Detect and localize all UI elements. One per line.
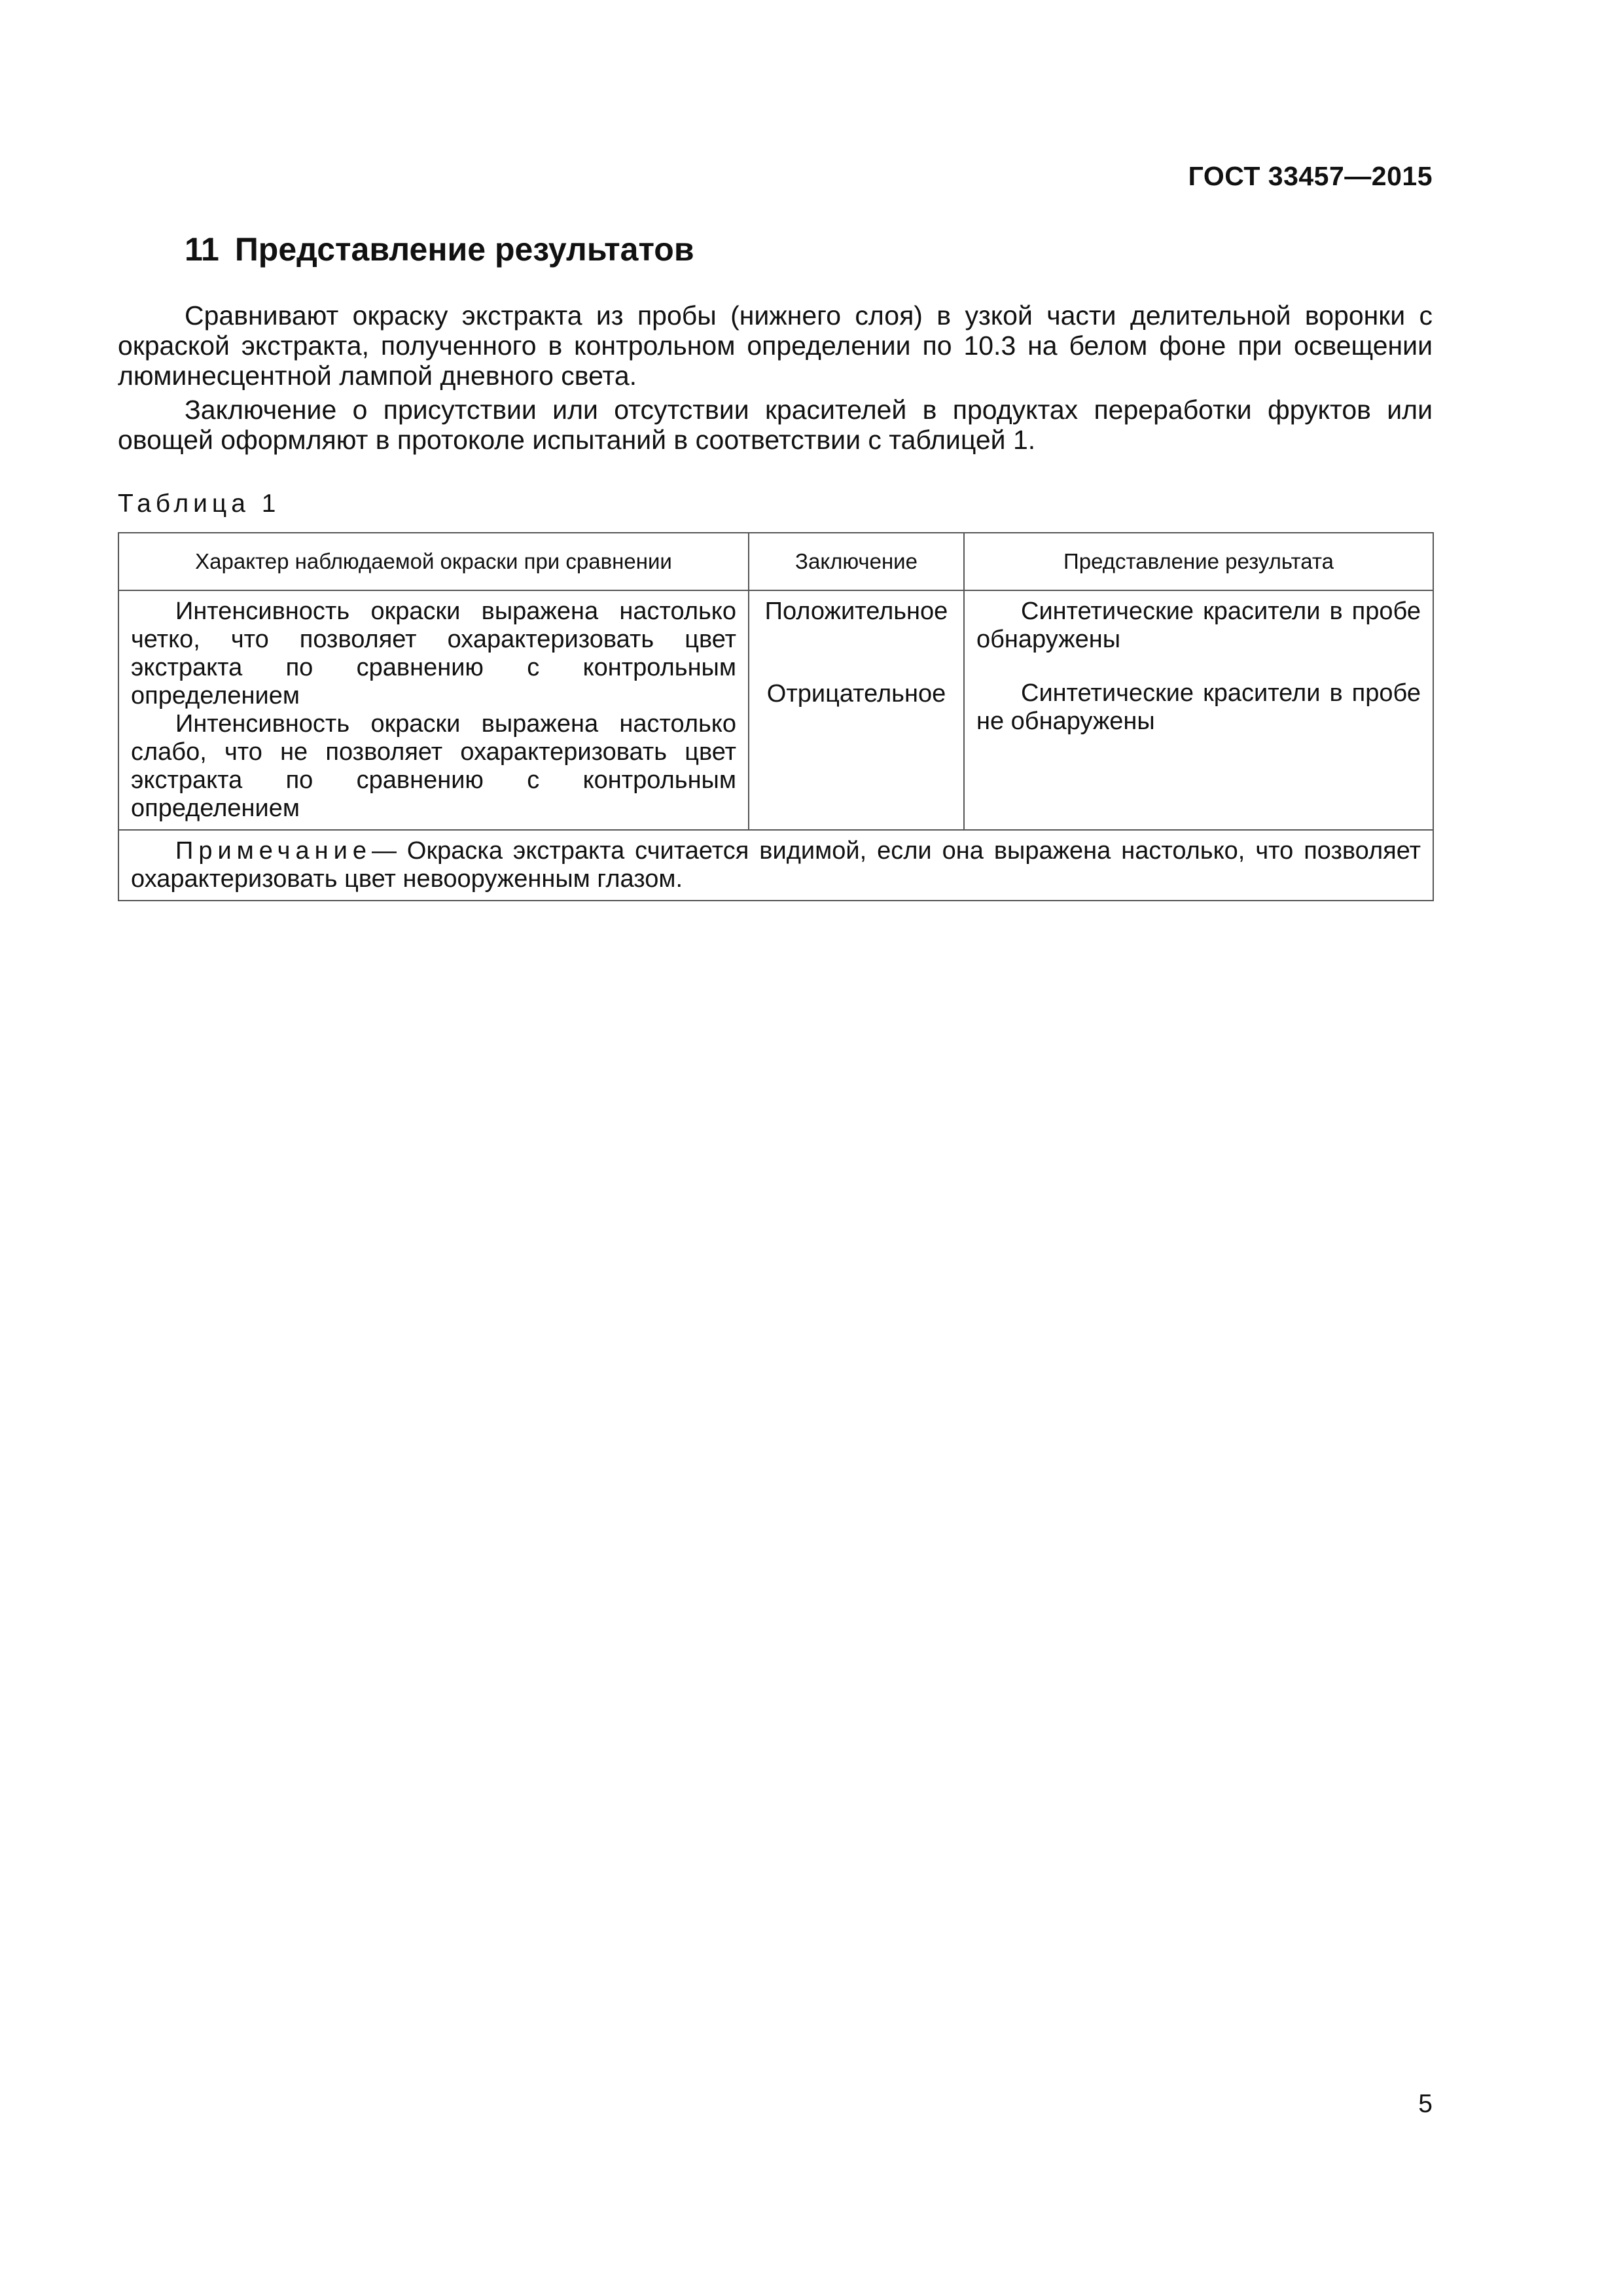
paragraph-text: Заключение о присутствии или отсутствии красителей в продуктах переработки фруктов или овощей оформляют в протоколе испытаний в соответствии с таблицей 1. xyxy=(118,395,1433,455)
character-negative: Интенсивность окраски выражена настолько слабо, что не позволяет охарактеризовать цвет экстракта по сравнению с контрольным определением xyxy=(131,710,736,822)
header-character: Характер наблюдаемой окраски при сравнении xyxy=(118,533,749,590)
result-positive: Синтетические красители в пробе обнаружены xyxy=(976,598,1421,653)
conclusion-negative: Отрицательное xyxy=(766,680,946,708)
results-table xyxy=(118,532,1434,901)
paragraph-text: Сравнивают окраску экстракта из пробы (нижнего слоя) в узкой части делительной воронки с окраской экстракта, полученного в контрольном определении по 10.3 на белом фоне при освещении люминесцентной лампой дневного света. xyxy=(118,300,1433,391)
section-number: 11 xyxy=(185,231,219,268)
section-title: Представление результатов xyxy=(234,231,694,268)
page-number: 5 xyxy=(1418,2090,1433,2118)
character-positive: Интенсивность окраски выражена настолько четко, что позволяет охарактеризовать цвет экстракта по сравнению с контрольным определением xyxy=(131,598,736,709)
note-text: — Окраска экстракта считается видимой, если она выражена настолько, что позволяет охарактеризовать цвет невооруженным глазом. xyxy=(131,837,1421,893)
table-row xyxy=(118,590,1433,830)
table-caption: Таблица 1 xyxy=(118,490,281,518)
section-heading xyxy=(185,230,694,268)
header-conclusion: Заключение xyxy=(749,533,964,590)
table-note xyxy=(118,830,1433,901)
header-result: Представление результата xyxy=(964,533,1433,590)
cell-character xyxy=(118,590,749,830)
paragraph-1 xyxy=(118,300,1433,391)
cell-result xyxy=(964,590,1433,830)
document-code: ГОСТ 33457—2015 xyxy=(1188,161,1433,191)
table-note-row xyxy=(118,830,1433,901)
conclusion-positive: Положительное xyxy=(764,598,948,625)
note-label: Примечание xyxy=(175,837,372,865)
paragraph-2 xyxy=(118,395,1433,455)
result-negative: Синтетические красители в пробе не обнаружены xyxy=(976,679,1421,735)
table-header-row xyxy=(118,533,1433,590)
cell-conclusion xyxy=(749,590,964,830)
